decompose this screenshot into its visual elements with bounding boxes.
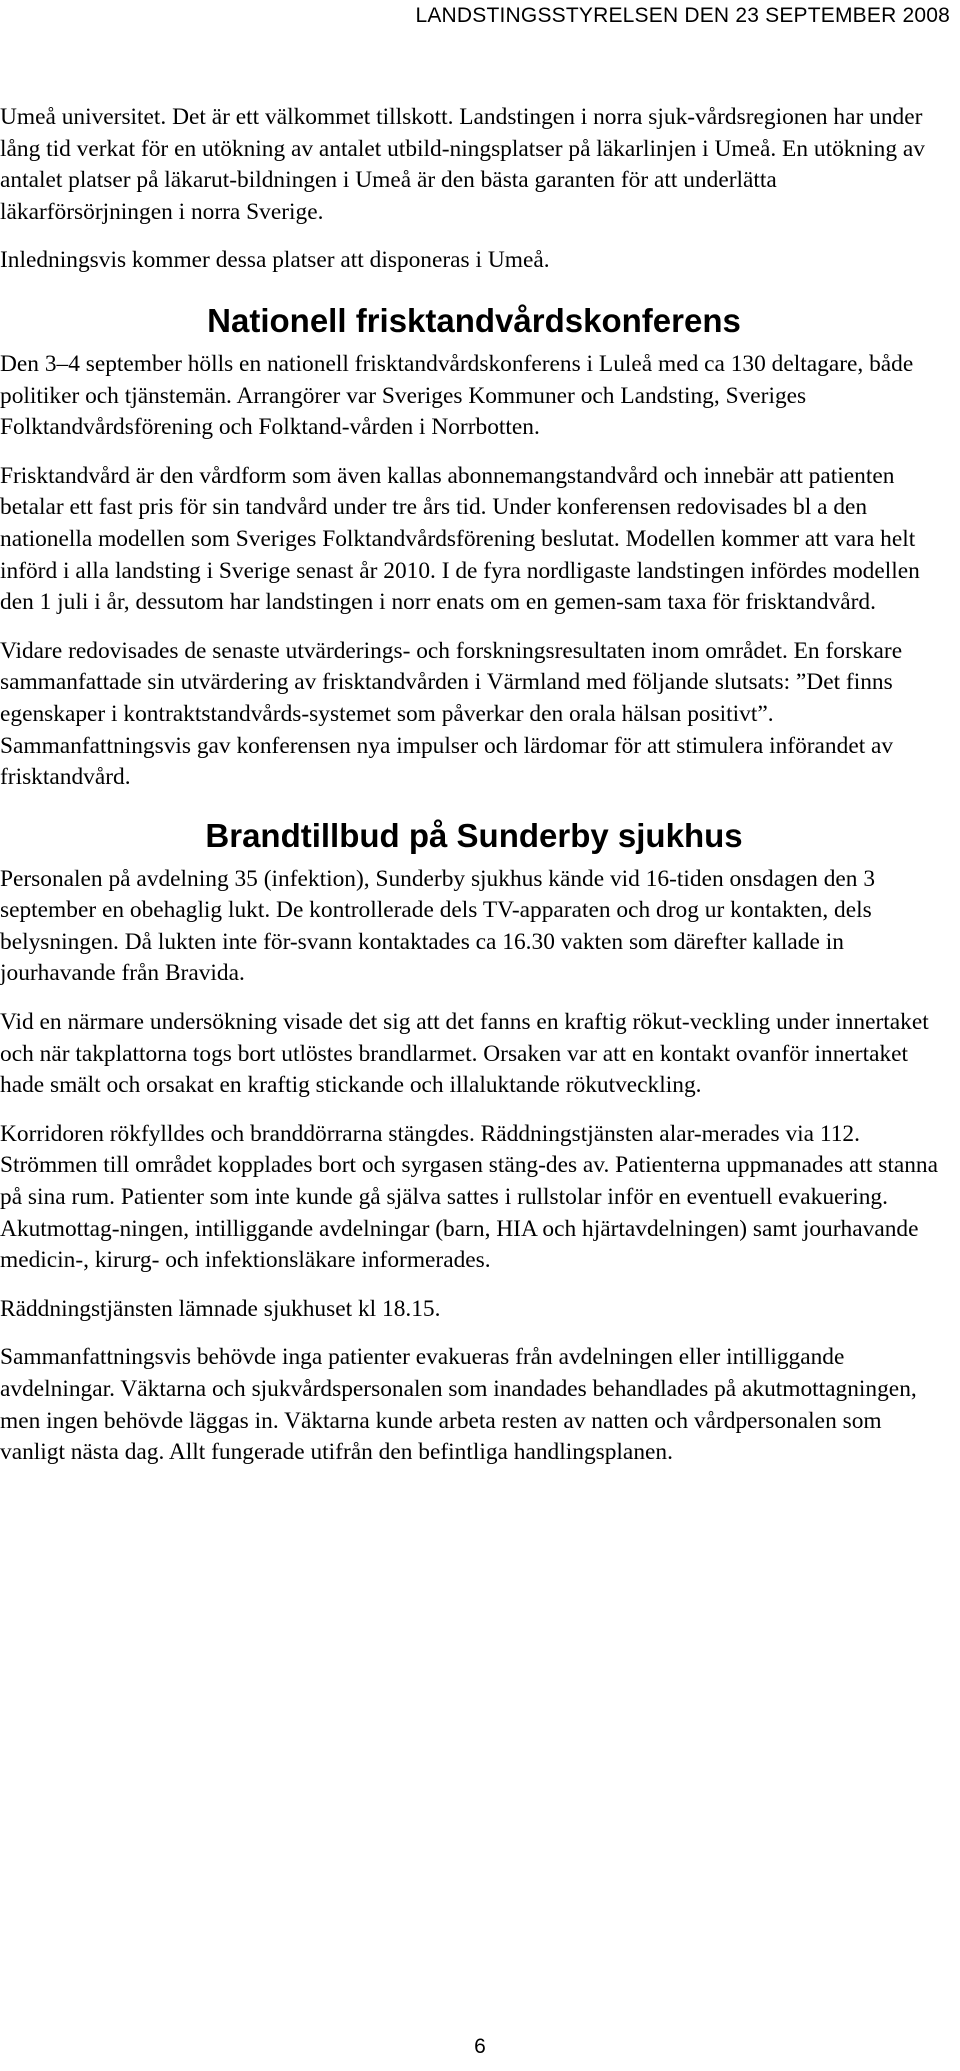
paragraph: Korridoren rökfylldes och branddörrarna stängdes. Räddningstjänsten alar-merades via 112. Strömmen till området kopplades bort och syrgasen stäng-des av. Patienterna uppmanades att stanna på sina rum. Patienter som inte kunde gå själva sattes i rullstolar inför en eventuell evakuering. Akutmottag-ningen, intilliggande avdelningar (barn, HIA och hjärtavdelningen) samt jourhavande medicin-, kirurg- och infektionsläkare informerades. — [0, 1120, 938, 1274]
paragraph: Vidare redovisades de senaste utvärderings- och forskningsresultaten inom området. En forskare sammanfattade sin utvärdering av frisktandvården i Värmland med följande slutsats: ”Det finns egenskaper i kontraktstandvårds-systemet som påverkar den orala hälsan positivt”. Sammanfattningsvis gav konferensen nya impulser och lärdomar för att stimulera införandet av frisktandvård. — [0, 637, 903, 791]
paragraph: Umeå universitet. Det är ett välkommet tillskott. Landstingen i norra sjuk-vårdsregionen har under lång tid verkat för en utökning av antalet utbild-ningsplatser på läkarlinjen i Umeå. En utökning av antalet platser på läkarut-bildningen i Umeå är den bästa garanten för att underlätta läkarförsörjningen i norra Sverige. — [0, 104, 925, 225]
document-body — [0, 102, 948, 1486]
section-heading: Nationell frisktandvårdskonferens — [207, 301, 741, 339]
running-header: LANDSTINGSSTYRELSEN DEN 23 SEPTEMBER 2008 — [415, 4, 950, 27]
paragraph: Den 3–4 september hölls en nationell frisktandvårdskonferens i Luleå med ca 130 deltagare, både politiker och tjänstemän. Arrangörer var Sveriges Kommuner och Landsting, Sveriges Folktandvårdsförening och Folktand-vården i Norrbotten. — [0, 350, 914, 441]
paragraph: Frisktandvård är den vårdform som även kallas abonnemangstandvård och innebär att patienten betalar ett fast pris för sin tandvård under tre års tid. Under konferensen redovisades bl a den nationella modellen som Sveriges Folktandvårdsförening beslutat. Modellen kommer att vara helt införd i alla landsting i Sverige senast år 2010. I de fyra nordligaste landstingen infördes modellen den 1 juli i år, dessutom har landstingen i norr enats om en gemen-sam taxa för frisktandvård. — [0, 462, 920, 616]
paragraph: Vid en närmare undersökning visade det sig att det fanns en kraftig rökut-veckling under innertaket och när takplattorna togs bort utlöstes brandlarmet. Orsaken var att en kontakt ovanför innertaket hade smält och orsakat en kraftig stickande och illaluktande rökutveckling. — [0, 1009, 929, 1099]
paragraph: Räddningstjänsten lämnade sjukhuset kl 18.15. — [0, 1295, 441, 1322]
page-number: 6 — [474, 2035, 486, 2058]
paragraph: Sammanfattningsvis behövde inga patienter evakueras från avdelningen eller intilliggande avdelningar. Väktarna och sjukvårdspersonalen som inandades behandlades på akutmottagningen, men ingen behövde läggas in. Väktarna kunde arbeta resten av natten och vårdpersonalen som vanligt nästa dag. Allt fungerade utifrån den befintliga handlingsplanen. — [0, 1344, 917, 1466]
section-heading: Brandtillbud på Sunderby sjukhus — [205, 816, 743, 854]
paragraph: Personalen på avdelning 35 (infektion), Sunderby sjukhus kände vid 16-tiden onsdagen den 3 september en obehaglig lukt. De kontrollerade dels TV-apparaten och drog ur kontakten, dels belysningen. Då lukten inte för-svann kontaktades ca 16.30 vakten som därefter kallade in jourhavande från Bravida. — [0, 865, 876, 987]
paragraph: Inledningsvis kommer dessa platser att disponeras i Umeå. — [0, 247, 550, 274]
